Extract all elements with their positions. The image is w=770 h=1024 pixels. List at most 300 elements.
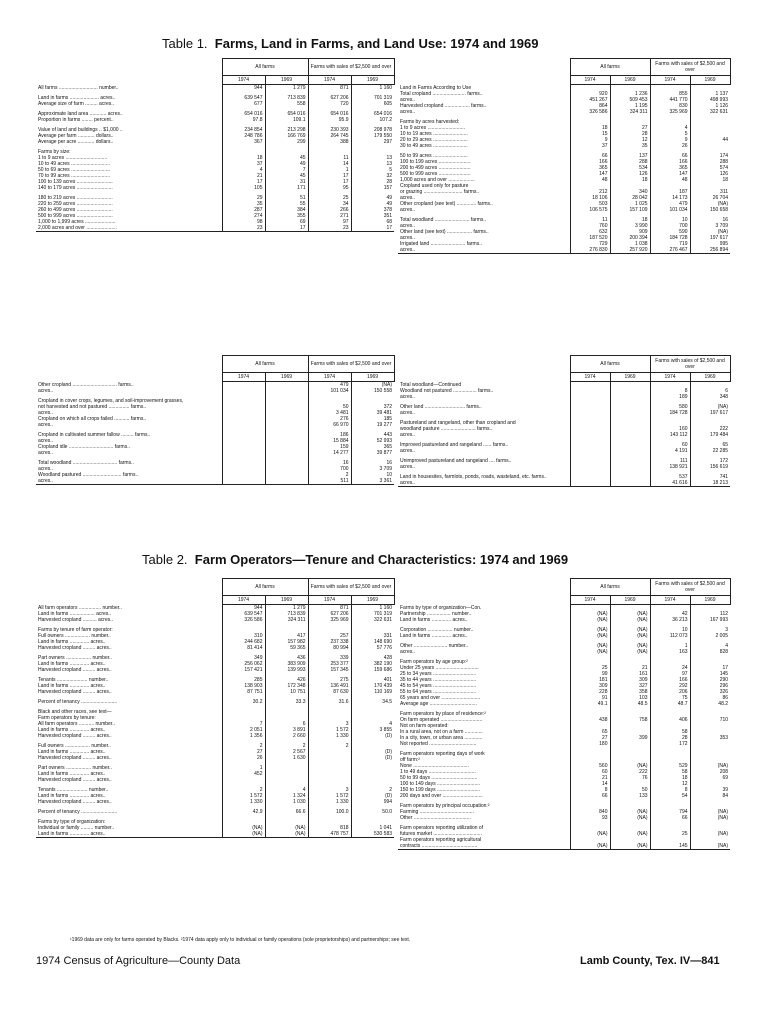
row-value: 54 — [650, 793, 690, 799]
row-value: 11 — [308, 155, 351, 161]
row-value: 324 311 — [265, 617, 308, 623]
row-label: Farms by size: — [38, 149, 71, 155]
row-value: 109.1 — [265, 117, 308, 123]
row-value: 6 — [690, 388, 730, 394]
row-value: 27 — [610, 125, 650, 131]
row-value: 28 — [351, 179, 394, 185]
table-row — [36, 478, 394, 485]
row-value: 326 — [690, 689, 730, 695]
row-value: 3 — [308, 721, 351, 727]
row-value: 378 — [351, 207, 394, 213]
row-label: Farms by type of organization—Con. — [400, 604, 482, 611]
row-value: 1 038 — [610, 241, 650, 247]
row-label: acres.. — [400, 409, 416, 416]
row-value: 112 — [690, 611, 730, 617]
row-value: 35 — [222, 201, 265, 207]
row-value: 101 034 — [650, 207, 690, 213]
row-value: 309 — [610, 677, 650, 683]
row-value: (NA) — [222, 831, 265, 838]
row-value: 560 — [570, 763, 610, 769]
row-value: (NA) — [610, 649, 650, 655]
row-value: 909 — [610, 229, 650, 235]
row-label: 500 to 999 acres ....................... — [400, 170, 471, 177]
row-value: 50 — [308, 404, 351, 410]
table2-right — [398, 578, 731, 850]
row-value: 451 267 — [570, 97, 610, 103]
row-value: 287 — [222, 207, 265, 213]
row-value: 97 — [308, 219, 351, 225]
row-value: 4 191 — [650, 448, 690, 454]
row-value: 66 — [650, 153, 690, 159]
row-label: Proportion in farms ........ percent.. — [38, 117, 114, 123]
row-value: 7 — [222, 721, 265, 727]
row-label: In a city, town, or urban area ............. — [400, 734, 483, 741]
row-label: Land in Farms According to Use — [400, 84, 472, 91]
row-label: Value of land and buildings .. $1,000 .. — [38, 127, 123, 133]
row-value: 3 709 — [351, 466, 394, 472]
row-value: 264 745 — [308, 133, 351, 139]
row-value: 700 — [650, 223, 690, 229]
row-label: 180 to 219 acres .......................... — [38, 195, 113, 201]
row-value: 1 330 — [308, 733, 351, 739]
row-value: 18 — [610, 217, 650, 223]
row-label: acres.. — [38, 466, 54, 472]
row-value: 266 — [308, 207, 351, 213]
row-value: 187 — [650, 189, 690, 195]
row-value: 25 — [650, 831, 690, 837]
row-label: 25 to 34 years ............................... — [400, 670, 477, 677]
row-value: 95.9 — [308, 117, 351, 123]
row-label: All farm operators ........... number.. — [38, 721, 115, 727]
row-label: Other land ............................. farms.. — [400, 403, 482, 410]
row-label: Unimproved pastureland and rangeland .... farms.. — [400, 457, 512, 464]
row-value: 14 277 — [308, 450, 351, 456]
row-value: 157 982 — [265, 639, 308, 645]
row-label: Average per farm ............ dollars.. — [38, 133, 114, 139]
header-sales-farms: Farms with sales of $2,500 and over — [308, 59, 394, 76]
row-value: 3 891 — [265, 727, 308, 733]
row-value: 257 920 — [610, 247, 650, 254]
row-label: Tenants ...................... number.. — [38, 787, 109, 793]
row-value: 1 160 — [351, 85, 394, 92]
row-value: 511 — [308, 478, 351, 485]
row-value: 139 993 — [265, 667, 308, 673]
row-value: 48.2 — [690, 701, 730, 707]
row-value: 179 550 — [351, 133, 394, 139]
row-value: 174 — [690, 153, 730, 159]
row-label: futures market ................................... — [400, 830, 482, 837]
row-label: acres.. — [400, 648, 416, 655]
row-label: Land in farms .............. acres.. — [38, 793, 106, 799]
row-value: 147 — [650, 171, 690, 177]
row-value: 309 — [570, 683, 610, 689]
row-value: (NA) — [570, 843, 610, 850]
row-value: 26 704 — [690, 195, 730, 201]
row-value: 66 — [570, 793, 610, 799]
row-value: 28 042 — [610, 195, 650, 201]
row-value: 244 682 — [222, 639, 265, 645]
row-value: 60 — [650, 442, 690, 448]
row-label: Harvested cropland .......... acres.. — [38, 617, 114, 623]
row-label: acres.. — [38, 422, 54, 428]
row-value: (NA) — [690, 809, 730, 815]
row-label: On farm operated .............................. — [400, 716, 483, 723]
header-year: 1969 — [610, 76, 650, 85]
row-value: 296 — [690, 683, 730, 689]
row-value: 288 — [610, 159, 650, 165]
row-value: 3 — [308, 787, 351, 793]
row-value: 297 — [351, 139, 394, 145]
header-year: 1974 — [222, 76, 265, 85]
header-sales-farms: Farms with sales of $2,500 and over — [308, 356, 394, 373]
row-value: (D) — [351, 755, 394, 761]
row-value: 84 — [690, 793, 730, 799]
table-row — [398, 843, 730, 850]
row-value: 25 — [570, 665, 610, 671]
row-value: 230 393 — [308, 127, 351, 133]
row-value: 213 298 — [265, 127, 308, 133]
row-value: 758 — [610, 717, 650, 723]
row-label: Not reported .................................. — [400, 740, 477, 747]
row-value: 172 — [690, 458, 730, 464]
row-value: 920 — [570, 91, 610, 97]
row-value: 864 — [570, 103, 610, 109]
row-value: 12 — [610, 137, 650, 143]
row-value: 5 — [650, 131, 690, 137]
row-value: 26 — [222, 755, 265, 761]
row-value: 99 — [570, 671, 610, 677]
row-label: contracts ........................................ — [398, 843, 570, 850]
row-value: 639 547 — [222, 95, 265, 101]
row-value: 14 — [308, 161, 351, 167]
row-label: Harvested cropland ......... acres.. — [38, 799, 112, 805]
row-label: Average per acre ............ dollars.. — [38, 139, 114, 145]
row-value: 97.8 — [222, 117, 265, 123]
row-value: 58 — [650, 769, 690, 775]
row-value: 253 377 — [308, 661, 351, 667]
row-value: 2 — [308, 472, 351, 478]
row-value: 66 970 — [308, 422, 351, 428]
row-value: 27 — [222, 749, 265, 755]
row-value: 187 520 — [570, 235, 610, 241]
row-label: Land in farms .................. acres.. — [38, 611, 112, 617]
row-value: 382 190 — [351, 661, 394, 667]
header-year: 1969 — [610, 373, 650, 382]
row-value: 60 — [570, 769, 610, 775]
row-value: 137 — [610, 153, 650, 159]
row-label: Full owners .................. number.. — [38, 743, 111, 749]
row-value: 355 — [265, 213, 308, 219]
row-label: 1 to 49 days .................................. — [400, 768, 476, 775]
row-value: 1 324 — [265, 793, 308, 799]
row-value: 590 — [650, 229, 690, 235]
header-sales-farms: Farms with sales of $2,500 and over — [308, 579, 394, 596]
row-label: Pastureland and rangeland, other than cropland and — [400, 419, 516, 426]
row-value: (D) — [351, 793, 394, 799]
row-value: 580 — [650, 404, 690, 410]
row-label: Land in farms .............. acres.. — [38, 727, 106, 733]
row-value: 93 — [570, 815, 610, 821]
row-value: 276 — [308, 416, 351, 422]
row-label: acres.. — [400, 447, 416, 454]
row-value: 2 567 — [265, 749, 308, 755]
row-value: (NA) — [690, 843, 730, 850]
row-label: 1 to 9 acres .............................. — [38, 155, 108, 161]
row-label: 50 to 99 days ................................. — [400, 774, 478, 781]
row-value: 18 — [650, 775, 690, 781]
row-label: Average size of farm ......... acres.. — [38, 101, 115, 107]
row-label: Land in farms ..................... acres.. — [38, 95, 116, 101]
row-value: 35 — [610, 143, 650, 149]
row-label: Part owners .................. number.. — [38, 765, 112, 771]
row-label: Farms by tenure of farm operator: — [38, 627, 113, 633]
row-value: (NA) — [690, 831, 730, 837]
row-value: 327 — [610, 683, 650, 689]
header-year: 1969 — [351, 373, 394, 382]
row-label: Farming ....................................... — [400, 808, 474, 815]
row-value: 1 572 — [222, 793, 265, 799]
row-value: 172 — [650, 741, 690, 747]
row-value: 25 — [308, 195, 351, 201]
row-value: 159 686 — [351, 667, 394, 673]
row-value: 537 — [650, 474, 690, 480]
row-label: Land in farms .............. acres.. — [38, 683, 106, 689]
row-value: 57 776 — [351, 645, 394, 651]
row-value: 166 — [570, 159, 610, 165]
row-value: 627 206 — [308, 95, 351, 101]
row-label: Other cropland (see text) .............. farms.. — [400, 200, 493, 207]
row-value: (D) — [351, 733, 394, 739]
row-value: 50 — [610, 787, 650, 793]
row-value: 48 — [650, 177, 690, 183]
row-value: 170 439 — [351, 683, 394, 689]
row-value: 256 894 — [690, 247, 730, 254]
row-label: Percent of tenancy .......................... — [38, 809, 118, 815]
row-label: 200 to 499 acres ....................... — [400, 164, 471, 171]
row-label: All farms ............................ number.. — [38, 84, 119, 91]
header-all-farms: All farms — [222, 579, 308, 596]
row-value: 3 709 — [690, 223, 730, 229]
row-value: 276 467 — [650, 247, 690, 254]
row-value: 181 — [570, 677, 610, 683]
row-value: 534 — [610, 165, 650, 171]
row-label: acres.. — [400, 108, 416, 115]
table2-left — [36, 578, 395, 838]
row-label: Other land (see text) .................. farms.. — [400, 228, 489, 235]
row-label: acres.. — [400, 234, 416, 241]
row-value: 324 311 — [610, 109, 650, 115]
row-value: 276 830 — [570, 247, 610, 254]
row-label: 10 to 19 acres ......................... — [400, 130, 468, 137]
row-value: 68 — [351, 219, 394, 225]
row-value: 290 — [690, 677, 730, 683]
row-value: 426 — [265, 677, 308, 683]
row-value: 126 — [610, 171, 650, 177]
row-value: (NA) — [222, 825, 265, 831]
row-value: 353 — [690, 735, 730, 741]
row-value: 200 394 — [610, 235, 650, 241]
row-value: 34.5 — [351, 699, 394, 705]
row-value: 1 236 — [610, 91, 650, 97]
row-value: 143 112 — [650, 432, 690, 438]
row-value: 367 — [222, 139, 265, 145]
row-label: Other cropland ................................ farms.. — [38, 381, 134, 388]
row-value — [610, 480, 650, 487]
row-value: 52 993 — [351, 438, 394, 444]
row-label: 45 to 54 years ............................... — [400, 682, 477, 689]
row-label: Irrigated land ......................... farms.. — [400, 240, 482, 247]
row-label: Farm operators by principal occupation:² — [400, 802, 490, 809]
row-value: 871 — [308, 605, 351, 612]
row-label: Improved pastureland and rangeland ...... farms.. — [400, 441, 509, 448]
row-value: 186 — [308, 432, 351, 438]
row-value: 21 — [570, 775, 610, 781]
row-value: 48.5 — [610, 701, 650, 707]
row-label: 1 to 9 acres ........................... — [400, 124, 466, 131]
row-value: 101 034 — [308, 388, 351, 394]
row-value: 160 — [650, 426, 690, 432]
row-value: 1 572 — [308, 727, 351, 733]
row-label: Approximate land area ............ acres.. — [38, 111, 123, 117]
row-label: Cropland idle ................................ farms.. — [38, 444, 130, 450]
row-value: 34 — [308, 201, 351, 207]
row-label: acres.. — [400, 194, 416, 201]
row-value: (NA) — [351, 382, 394, 389]
row-value: 26 — [650, 143, 690, 149]
table1-title: Table 1. Farms, Land in Farms, and Land Use: 1974 and 1969 — [162, 36, 539, 51]
row-label: Farms by type of organization: — [38, 819, 106, 825]
row-value: 222 — [610, 769, 650, 775]
row-label: acres.. — [400, 96, 416, 103]
row-value: 275 — [308, 677, 351, 683]
row-value: 1 126 — [690, 103, 730, 109]
row-value: 184 728 — [650, 410, 690, 416]
row-value: 310 — [222, 633, 265, 639]
row-label: woodland pasture ......................... farms.. — [400, 425, 493, 432]
row-value: 179 484 — [690, 432, 730, 438]
row-value: (NA) — [610, 831, 650, 837]
header-year: 1974 — [222, 596, 265, 605]
row-value: 729 — [570, 241, 610, 247]
row-value: 206 — [650, 689, 690, 695]
row-value: 7 — [265, 167, 308, 173]
row-value: 163 — [650, 649, 690, 655]
row-value: 86 — [690, 695, 730, 701]
row-value: 65 — [690, 442, 730, 448]
row-value: 23 — [308, 225, 351, 232]
row-value: (NA) — [610, 611, 650, 617]
row-value: 6 — [265, 721, 308, 727]
row-value: 639 547 — [222, 611, 265, 617]
row-label: Corporation .................. number.. — [400, 626, 474, 633]
row-label: Partnership ................. number.. — [400, 610, 472, 617]
table-row — [398, 480, 730, 487]
row-value: 66 — [650, 815, 690, 821]
row-value: 401 — [351, 677, 394, 683]
row-value: 4 — [351, 721, 394, 727]
row-label: Harvested cropland ......... acres.. — [38, 755, 112, 761]
row-value: 452 — [222, 771, 265, 777]
row-value: 9 — [570, 137, 610, 143]
row-value: 50.0 — [351, 809, 394, 815]
row-value: (NA) — [690, 201, 730, 207]
row-value: (NA) — [610, 763, 650, 769]
row-value: 818 — [308, 825, 351, 831]
row-value: 222 — [690, 426, 730, 432]
row-label: Cropland in cultivated summer fallow ......... farms.. — [38, 432, 151, 438]
row-value: 69 — [265, 219, 308, 225]
row-value: 340 — [610, 189, 650, 195]
row-label: Land in farms .............. acres.. — [38, 771, 106, 777]
row-value: 365 — [351, 444, 394, 450]
row-value: 145 — [650, 843, 690, 850]
row-value: 14 173 — [650, 195, 690, 201]
row-value: 365 — [570, 165, 610, 171]
row-label: All farm operators ................ number.. — [38, 604, 122, 611]
row-value: 10 — [351, 472, 394, 478]
row-value: 49.1 — [570, 701, 610, 707]
row-label: 150 to 199 days ............................... — [400, 786, 481, 793]
row-value: 197 617 — [690, 410, 730, 416]
row-value: 45 — [265, 155, 308, 161]
row-value: 24 — [650, 665, 690, 671]
header-sales-farms: Farms with sales of $2,500 and over — [650, 579, 730, 596]
row-value: 417 — [265, 633, 308, 639]
row-value: 15 — [570, 131, 610, 137]
row-value: 5 — [351, 167, 394, 173]
row-value: 103 — [610, 695, 650, 701]
row-value: 1 160 — [351, 605, 394, 612]
row-value: 157 421 — [222, 667, 265, 673]
row-value: 713 839 — [265, 611, 308, 617]
row-label: 220 to 259 acres .......................... — [38, 201, 113, 207]
header-year: 1969 — [351, 596, 394, 605]
row-label: Percent of tenancy .......................... — [38, 699, 118, 705]
row-label: or grazing ............................ farms.. — [400, 188, 480, 195]
row-label: 55 to 64 years ............................... — [400, 688, 477, 695]
row-value: (NA) — [570, 831, 610, 837]
row-value: 33.3 — [265, 699, 308, 705]
row-value: 700 — [308, 466, 351, 472]
row-label: Cropland used only for pasture — [400, 182, 469, 189]
row-label: Farm operators by place of residence:² — [400, 710, 486, 717]
row-value: 69 — [690, 775, 730, 781]
row-label: Woodland pastured ............................ farms.. — [38, 472, 139, 478]
row-value: 80 994 — [308, 645, 351, 651]
row-label: Land in farms .............. acres.. — [400, 632, 468, 639]
row-value: 18 106 — [570, 195, 610, 201]
row-value: 110 169 — [351, 689, 394, 695]
row-label: 260 to 499 acres .......................... — [38, 207, 113, 213]
row-value: 257 — [308, 633, 351, 639]
row-value: 840 — [570, 809, 610, 815]
header-year: 1974 — [308, 76, 351, 85]
row-label: 50 to 69 acres ............................ — [38, 167, 110, 173]
header-year: 1974 — [570, 373, 610, 382]
row-value: 503 — [570, 201, 610, 207]
row-value: 48 — [570, 177, 610, 183]
row-label: In a rural area, not on a farm ............. — [400, 728, 483, 735]
row-value: 498 993 — [690, 97, 730, 103]
row-value: 677 — [222, 101, 265, 107]
row-label: Farm operators by tenure: — [38, 715, 96, 721]
row-value: 710 — [690, 717, 730, 723]
row-value: 274 — [222, 213, 265, 219]
row-value: 4 — [222, 167, 265, 173]
row-value: 10 — [650, 217, 690, 223]
header-year: 1974 — [222, 373, 265, 382]
row-value: 2 — [222, 743, 265, 749]
